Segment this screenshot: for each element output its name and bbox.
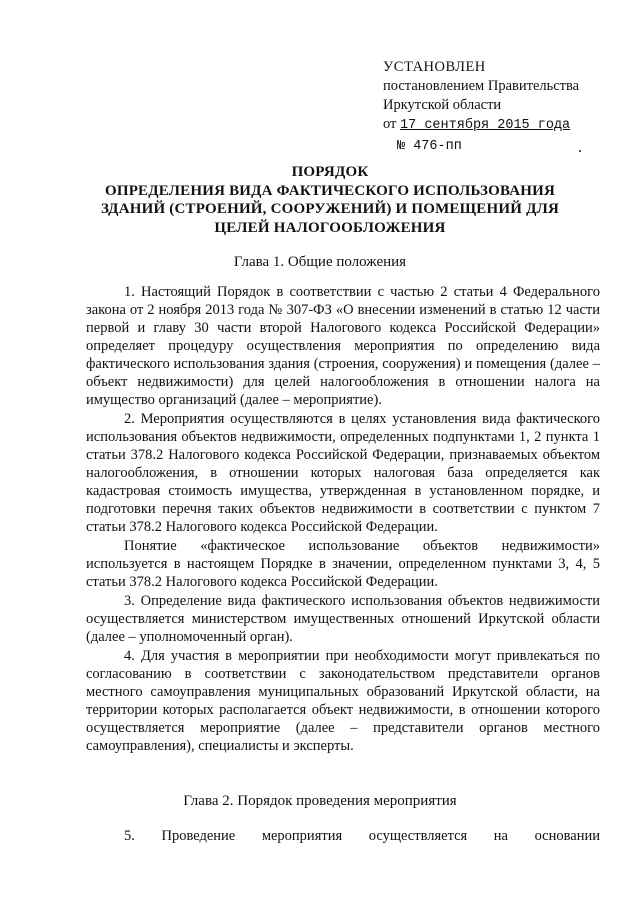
title-line-4: ЦЕЛЕЙ НАЛОГООБЛОЖЕНИЯ: [214, 219, 446, 236]
approval-number: № 476-пп: [397, 139, 462, 154]
document-title: [60, 163, 600, 237]
paragraph-5: 4. Для участия в мероприятии при необходимости могут привлекаться по согласованию в соответствии с законодательством представители органов местного самоуправления муниципальных образований Иркутской области, на территории которых располагается объект недвижимости, в отношении которого осуществляется мероприятие (далее – представители органов местного самоуправления), специалисты и эксперты.: [86, 648, 600, 754]
approval-region: Иркутской области: [383, 97, 502, 113]
title-line-1: ПОРЯДОК: [291, 164, 369, 180]
paragraph-4: 3. Определение вида фактического использования объектов недвижимости осуществляется министерством имущественных отношений Иркутской области (далее – уполномоченный орган).: [86, 593, 600, 645]
approval-date: [383, 115, 623, 135]
title-line-2: ОПРЕДЕЛЕНИЯ ВИДА ФАКТИЧЕСКОГО ИСПОЛЬЗОВАНИЯ: [104, 182, 556, 199]
document-body: [86, 283, 600, 755]
paragraph-6-start: 5. Проведение мероприятия осуществляется на основании: [124, 828, 600, 844]
approval-stamp: [383, 58, 623, 156]
paragraph-2: 2. Мероприятия осуществляются в целях установления вида фактического использования объектов недвижимости, определенных подпунктами 1, 2 пункта 1 статьи 378.2 Налогового кодекса Российской Федерации, признаваемых объектом налогообложения, в отношении которых налоговая база определяется как кадастровая стоимость имущества, утвержденная в установленном порядке, и подготовки перечня таких объектов недвижимости в соответствии с пунктом 7 статьи 378.2 Налогового кодекса Российской Федерации.: [86, 411, 600, 535]
paragraph-1: 1. Настоящий Порядок в соответствии с частью 2 статьи 4 Федерального закона от 2 ноября 2013 года № 307-ФЗ «О внесении изменений в статью 12 части первой и главу 30 части второй Налогового кодекса Российской Федерации» определяет процедуру осуществления мероприятия по определению вида фактического использования здания (строения, сооружения) и помещения (далее – объект недвижимости) для целей налогообложения в отношении налога на имущество организаций (далее – мероприятие).: [86, 284, 600, 408]
chapter-2-heading: Глава 2. Порядок проведения мероприятия: [183, 793, 457, 809]
approval-heading: УСТАНОВЛЕН: [383, 59, 486, 75]
approval-date-prefix: от: [383, 116, 397, 132]
chapter-1-heading: Глава 1. Общие положения: [233, 254, 407, 270]
paragraph-3: Понятие «фактическое использование объектов недвижимости» используется в настоящем Порядке в значении, определенном пунктами 3, 4, 5 статьи 378.2 Налогового кодекса Российской Федерации.: [86, 538, 600, 590]
approval-issuer: постановлением Правительства: [383, 78, 580, 94]
title-line-3: ЗДАНИЙ (СТРОЕНИЙ, СООРУЖЕНИЙ) И ПОМЕЩЕНИЙ ДЛЯ: [100, 201, 559, 217]
approval-date-value: 17 сентября 2015 года: [400, 118, 571, 133]
